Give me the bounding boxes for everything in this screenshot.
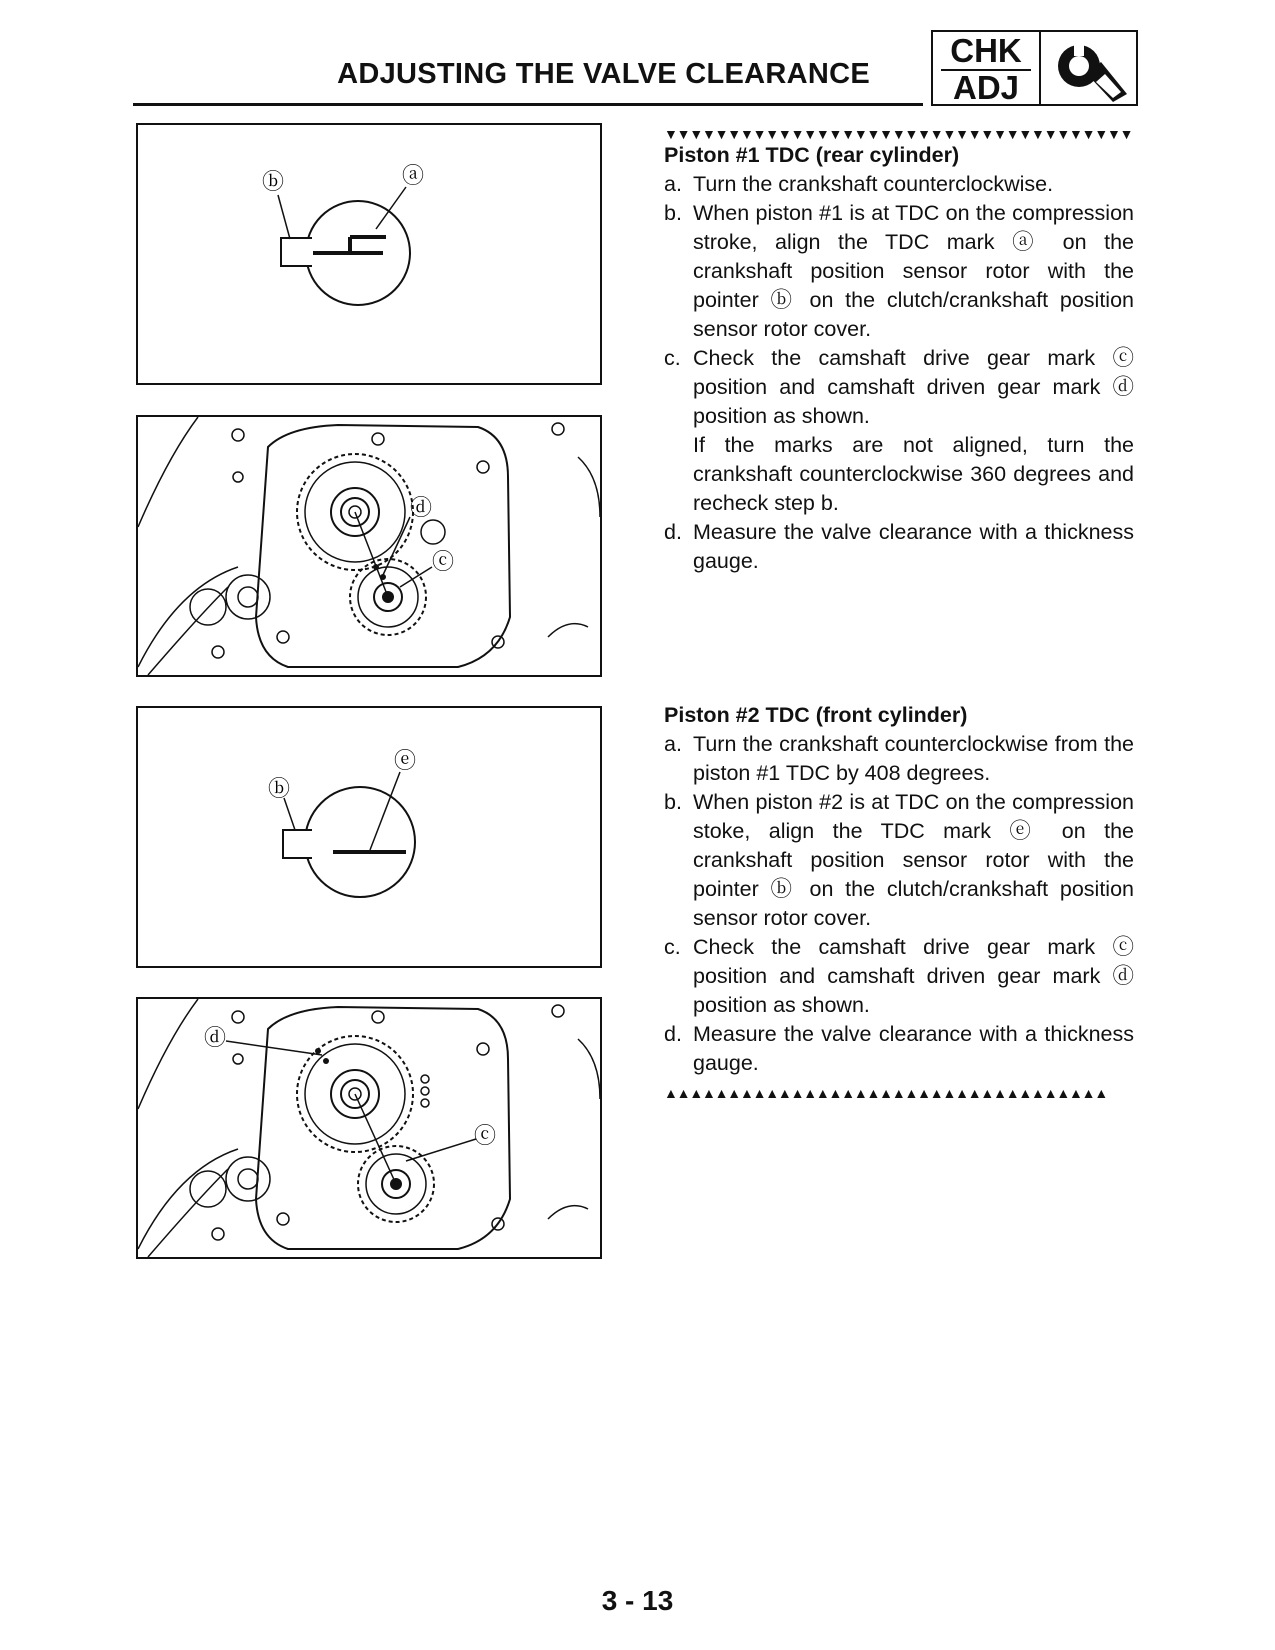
- badge-adj-label: ADJ: [941, 69, 1031, 105]
- figure-tdc-mark-piston2: [136, 706, 602, 968]
- callout-d: ⓓ: [410, 496, 433, 521]
- step-text: When piston #1 is at TDC on the compression stroke, align the TDC mark ⓐ on the crankshaft position sensor rotor with the pointer ⓑ on the clutch/crankshaft position sensor rotor cover.: [693, 201, 1134, 341]
- step-text: Measure the valve clearance with a thickness gauge.: [693, 1022, 1134, 1075]
- step-label: a.: [664, 732, 682, 756]
- start-marker-row: ▼▼▼▼▼▼▼▼▼▼▼▼▼▼▼▼▼▼▼▼▼▼▼▼▼▼▼▼▼▼▼▼▼▼▼▼▼: [664, 127, 1133, 141]
- step-label: a.: [664, 172, 682, 196]
- list-item: [664, 199, 1134, 344]
- callout-b: ⓑ: [262, 170, 285, 195]
- step-text: Measure the valve clearance with a thickness gauge.: [693, 520, 1134, 573]
- section-heading: Piston #1 TDC (rear cylinder): [664, 143, 960, 167]
- step-text: Turn the crankshaft counterclockwise from the piston #1 TDC by 408 degrees.: [693, 732, 1134, 785]
- list-item: [664, 344, 1134, 518]
- step-text: Check the camshaft drive gear mark ⓒ position and camshaft driven gear mark ⓓ position as shown.: [693, 346, 1134, 428]
- list-item: [664, 933, 1134, 1020]
- badge-text-box: [933, 32, 1041, 104]
- end-marker-row: ▲▲▲▲▲▲▲▲▲▲▲▲▲▲▲▲▲▲▲▲▲▲▲▲▲▲▲▲▲▲▲▲▲▲▲: [664, 1086, 1107, 1100]
- callout-e: ⓔ: [394, 749, 417, 774]
- list-item: [664, 518, 1134, 576]
- step-text: When piston #2 is at TDC on the compression stoke, align the TDC mark ⓔ on the crankshaft position sensor rotor with the pointer ⓑ on the clutch/crankshaft position sensor rotor cover.: [693, 790, 1134, 930]
- step-label: d.: [664, 520, 682, 544]
- list-item: [664, 1020, 1134, 1078]
- chk-adj-badge: [931, 30, 1138, 106]
- list-item: [664, 170, 1134, 199]
- figure-cam-gears-piston1: [136, 415, 602, 677]
- badge-chk-label: CHK: [950, 32, 1022, 69]
- step-text: Check the camshaft drive gear mark ⓒ position and camshaft driven gear mark ⓓ position as shown.: [693, 935, 1134, 1017]
- list-item: [664, 730, 1134, 788]
- callout-c: ⓒ: [474, 1124, 497, 1149]
- step-label: c.: [664, 935, 681, 959]
- page-number: 3 - 13: [601, 1585, 674, 1616]
- wrench-tool-icon: [1041, 32, 1136, 104]
- step-note: If the marks are not aligned, turn the crankshaft counterclockwise 360 degrees and recheck step b.: [693, 433, 1134, 515]
- step-label: b.: [664, 790, 682, 814]
- step-label: c.: [664, 346, 681, 370]
- figure-tdc-mark-piston1: [136, 123, 602, 385]
- step-label: b.: [664, 201, 682, 225]
- callout-d: ⓓ: [204, 1026, 227, 1051]
- step-label: d.: [664, 1022, 682, 1046]
- step-text: Turn the crankshaft counterclockwise.: [693, 172, 1054, 196]
- page-title: ADJUSTING THE VALVE CLEARANCE: [337, 58, 870, 90]
- section-piston2: [664, 701, 1134, 1100]
- title-rule: [133, 103, 923, 106]
- section-piston1: [664, 127, 1134, 576]
- callout-a: ⓐ: [402, 164, 425, 189]
- section-heading: Piston #2 TDC (front cylinder): [664, 703, 968, 727]
- list-item: [664, 788, 1134, 933]
- callout-c: ⓒ: [432, 550, 455, 575]
- callout-b: ⓑ: [268, 777, 291, 802]
- figure-cam-gears-piston2: [136, 997, 602, 1259]
